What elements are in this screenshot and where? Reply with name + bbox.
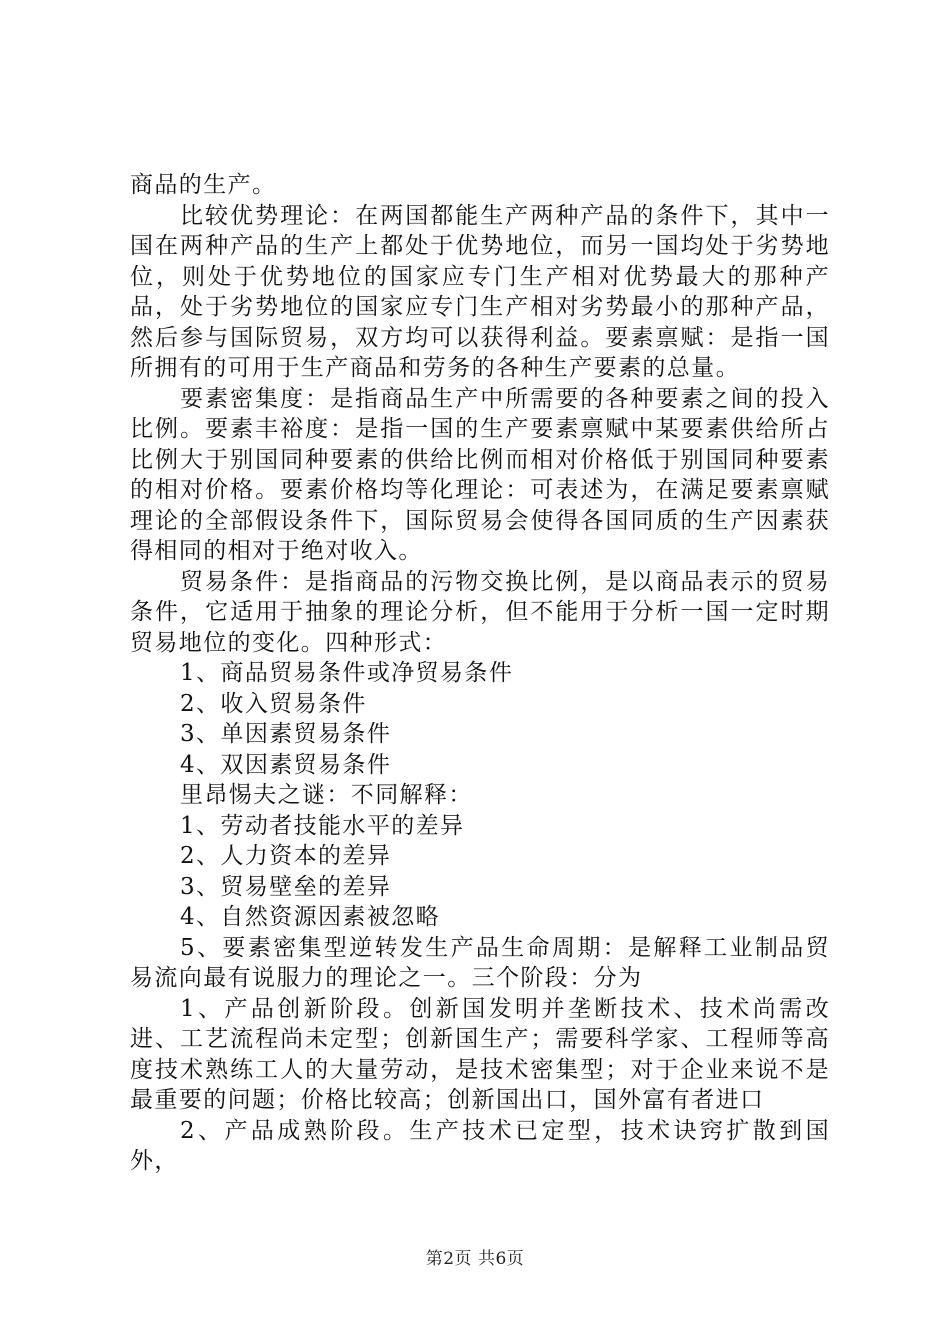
paragraph-comparative-advantage: 比较优势理论：在两国都能生产两种产品的条件下，其中一国在两种产品的生产上都处于优势地位，而另一国均处于劣势地位，则处于优势地位的国家应专门生产相对优势最大的那种产品，处于劣势地位的国家应专门生产相对劣势最小的那种产品，然后参与国际贸易，双方均可以获得利益。要素禀赋：是指一国所拥有的可用于生产商品和劳务的各种生产要素的总量。 bbox=[130, 202, 830, 381]
page-number-footer: 第2页 共6页 bbox=[425, 1249, 525, 1269]
paragraph-continuation: 商品的生产。 bbox=[130, 172, 277, 198]
paragraph-product-life-cycle: 5、要素密集型逆转发生产品生命周期：是解释工业制品贸易流向最有说服力的理论之一。三个阶段：分为 bbox=[130, 934, 830, 991]
body-text bbox=[130, 170, 830, 1177]
paragraph-maturity-stage: 2、产品成熟阶段。生产技术已定型，技术诀窍扩散到国外， bbox=[130, 1117, 830, 1174]
list-item: 1、商品贸易条件或净贸易条件 bbox=[180, 660, 514, 686]
paragraph-factor-intensity: 要素密集度：是指商品生产中所需要的各种要素之间的投入比例。要素丰裕度：是指一国的生产要素禀赋中某要素供给所占比例大于别国同种要素的供给比例而相对价格低于别国同种要素的相对价格。要素价格均等化理论：可表述为，在满足要素禀赋理论的全部假设条件下，国际贸易会使得各国同质的生产因素获得相同的相对于绝对收入。 bbox=[130, 385, 830, 564]
list-item: 4、双因素贸易条件 bbox=[180, 751, 392, 778]
list-item: 2、收入贸易条件 bbox=[180, 690, 367, 717]
list-item: 4、自然资源因素被忽略 bbox=[180, 904, 441, 930]
paragraph-innovation-stage: 1、产品创新阶段。创新国发明并垄断技术、技术尚需改进、工艺流程尚未定型；创新国生产；需要科学家、工程师等高度技术熟练工人的大量劳动，是技术密集型；对于企业来说不是最重要的问题；价格比较高；创新国出口，国外富有者进口 bbox=[130, 995, 830, 1113]
paragraph-leontief-paradox: 里昂惕夫之谜：不同解释： bbox=[180, 782, 473, 808]
paragraph-terms-of-trade: 贸易条件：是指商品的污物交换比例，是以商品表示的贸易条件，它适用于抽象的理论分析，但不能用于分析一国一定时期贸易地位的变化。四种形式： bbox=[130, 568, 830, 656]
list-item: 1、劳动者技能水平的差异 bbox=[180, 812, 465, 839]
list-item: 3、单因素贸易条件 bbox=[180, 721, 392, 747]
list-item: 3、贸易壁垒的差异 bbox=[180, 873, 392, 900]
list-item: 2、人力资本的差异 bbox=[180, 843, 392, 869]
